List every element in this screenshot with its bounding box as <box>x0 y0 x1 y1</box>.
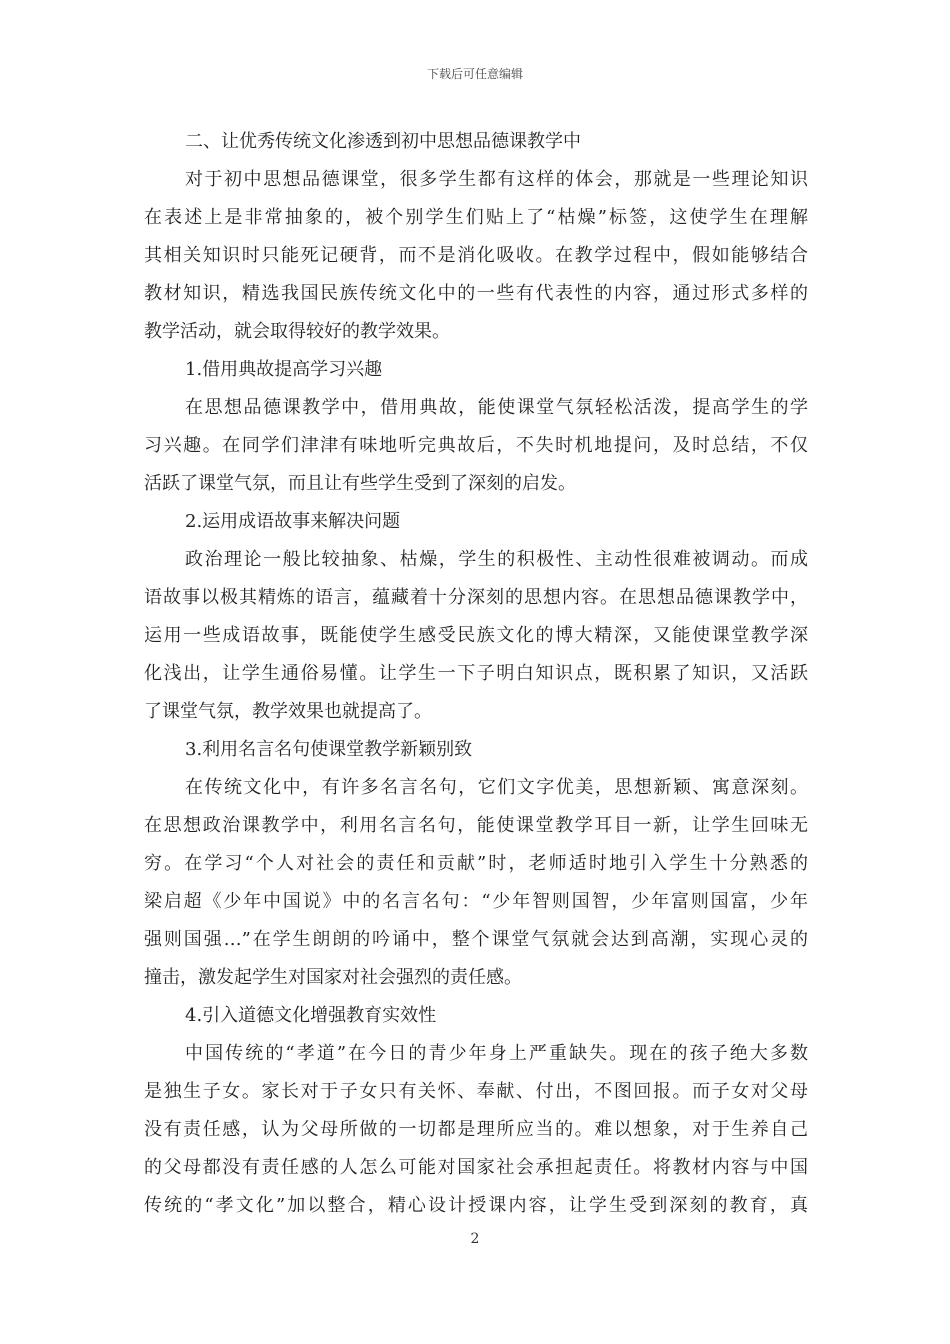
paragraph-line: 教学活动，就会取得较好的教学效果。 <box>144 321 450 342</box>
paragraph-line: 对于初中思想品德课堂，很多学生都有这样的体会，那就是一些理论知识 <box>185 169 808 190</box>
paragraph-line: 其相关知识时只能死记硬背，而不是消化吸收。在教学过程中，假如能够结合 <box>144 245 808 266</box>
paragraph-line: 了课堂气氛，教学效果也就提高了。 <box>144 701 432 722</box>
paragraph-line: 的父母都没有责任感的人怎么可能对国家社会承担起责任。将教材内容与中国 <box>144 1157 808 1178</box>
paragraph-line: 传统的“孝文化”加以整合，精心设计授课内容，让学生受到深刻的教育，真 <box>144 1195 808 1216</box>
document-body <box>144 123 808 1225</box>
paragraph-line: 活跃了课堂气氛，而且让有些学生受到了深刻的启发。 <box>144 473 576 494</box>
paragraph-line: 没有责任感，认为父母所做的一切都是理所应当的。难以想象，对于生养自己 <box>144 1119 808 1140</box>
paragraph-line: 教材知识，精选我国民族传统文化中的一些有代表性的内容，通过形式多样的 <box>144 283 808 304</box>
paragraph-line: 习兴趣。在同学们津津有味地听完典故后，不失时机地提问，及时总结，不仅 <box>144 435 808 456</box>
subsection-heading: 2.运用成语故事来解决问题 <box>185 511 401 532</box>
paragraph-line: 穷。在学习“个人对社会的责任和贡献”时，老师适时地引入学生十分熟悉的 <box>144 853 808 874</box>
paragraph-line: 在表述上是非常抽象的，被个别学生们贴上了“枯燥”标签，这使学生在理解 <box>144 207 808 228</box>
page-header: 下载后可任意编辑 <box>426 67 523 81</box>
subsection-heading: 4.引入道德文化增强教育实效性 <box>185 1005 437 1026</box>
section-heading: 二、让优秀传统文化渗透到初中思想品德课教学中 <box>185 131 581 152</box>
paragraph-line: 梁启超《少年中国说》中的名言名句：“少年智则国智，少年富则国富，少年 <box>144 891 808 912</box>
paragraph-line: 中国传统的“孝道”在今日的青少年身上严重缺失。现在的孩子绝大多数 <box>185 1043 808 1064</box>
paragraph-line: 政治理论一般比较抽象、枯燥，学生的积极性、主动性很难被调动。而成 <box>185 549 808 570</box>
paragraph-line: 在思想政治课教学中，利用名言名句，能使课堂教学耳目一新，让学生回味无 <box>144 815 808 836</box>
paragraph-line: 撞击，激发起学生对国家对社会强烈的责任感。 <box>144 967 522 988</box>
paragraph-line: 语故事以极其精炼的语言，蕴藏着十分深刻的思想内容。在思想品德课教学中， <box>144 587 808 608</box>
subsection-heading: 3.利用名言名句使课堂教学新颖别致 <box>185 739 473 760</box>
paragraph-line: 强则国强…”在学生朗朗的吟诵中，整个课堂气氛就会达到高潮，实现心灵的 <box>144 929 808 950</box>
paragraph-line: 在思想品德课教学中，借用典故，能使课堂气氛轻松活泼，提高学生的学 <box>185 397 808 418</box>
paragraph-line: 化浅出，让学生通俗易懂。让学生一下子明白知识点，既积累了知识，又活跃 <box>144 663 808 684</box>
paragraph-line: 是独生子女。家长对于子女只有关怀、奉献、付出，不图回报。而子女对父母 <box>144 1081 808 1102</box>
paragraph-line: 在传统文化中，有许多名言名句，它们文字优美，思想新颖、寓意深刻。 <box>185 777 808 798</box>
subsection-heading: 1.借用典故提高学习兴趣 <box>185 359 383 380</box>
paragraph-line: 运用一些成语故事，既能使学生感受民族文化的博大精深，又能使课堂教学深 <box>144 625 808 646</box>
page-number: 2 <box>470 1231 480 1247</box>
